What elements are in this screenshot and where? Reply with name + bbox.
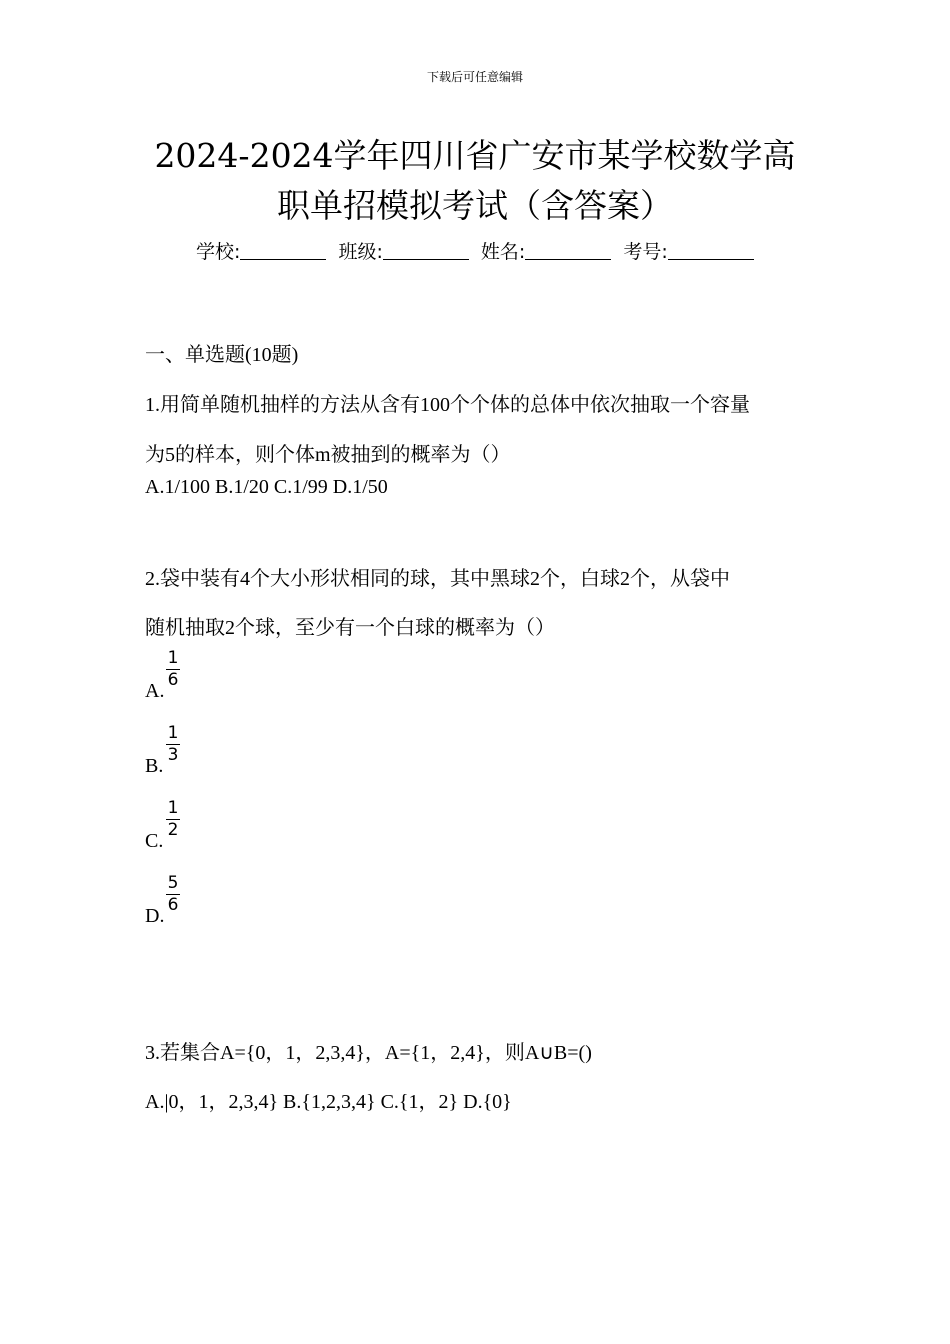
q2-option-b-fraction	[166, 725, 180, 764]
q2-text-line1: 2.袋中装有4个大小形状相同的球，其中黑球2个，白球2个，从袋中	[145, 568, 730, 590]
q2-option-b-label: B.	[145, 755, 164, 777]
exam-title-line2: 职单招模拟考试（含答案）	[277, 186, 673, 225]
exam-title-line1: 2024-2024学年四川省广安市某学校数学高	[154, 136, 796, 175]
fraction-denominator: 6	[167, 895, 179, 915]
id-label: 考号:	[623, 241, 668, 263]
q1-text-line2: 为5的样本，则个体m被抽到的概率为（）	[145, 444, 511, 466]
fraction-numerator: 5	[167, 873, 179, 893]
name-label: 姓名:	[480, 241, 526, 263]
header-note: 下载后可任意编辑	[426, 70, 523, 84]
q2-option-a-label: A.	[145, 680, 165, 702]
student-info-line	[196, 237, 760, 264]
name-blank	[525, 241, 611, 260]
q1-text-line1: 1.用简单随机抽样的方法从含有100个个体的总体中依次抽取一个容量	[145, 394, 750, 416]
fraction-denominator: 6	[167, 670, 179, 690]
class-blank	[383, 241, 469, 260]
fraction-numerator: 1	[167, 798, 179, 818]
section-heading: 一、单选题(10题)	[145, 344, 299, 366]
q2-option-c-fraction	[166, 800, 180, 839]
fraction-numerator: 1	[167, 648, 179, 668]
q1-options: A.1/100 B.1/20 C.1/99 D.1/50	[145, 476, 388, 498]
school-label: 学校:	[196, 241, 241, 263]
q2-option-a-fraction	[166, 650, 180, 689]
q2-text-line2: 随机抽取2个球，至少有一个白球的概率为（）	[145, 617, 555, 639]
q2-option-d-label: D.	[145, 905, 165, 927]
q2-option-c-label: C.	[145, 830, 164, 852]
q3-text-line1: 3.若集合A={0，1，2,3,4}，A={1，2,4}，则A∪B=()	[145, 1042, 592, 1064]
q2-option-d-fraction	[166, 875, 180, 914]
fraction-denominator: 3	[167, 745, 179, 765]
fraction-numerator: 1	[167, 723, 179, 743]
class-label: 班级:	[338, 241, 383, 263]
school-blank	[240, 241, 326, 260]
q3-options: A.|0，1，2,3,4} B.{1,2,3,4} C.{1，2} D.{0}	[145, 1091, 512, 1113]
fraction-denominator: 2	[167, 820, 179, 840]
id-blank	[668, 241, 754, 260]
